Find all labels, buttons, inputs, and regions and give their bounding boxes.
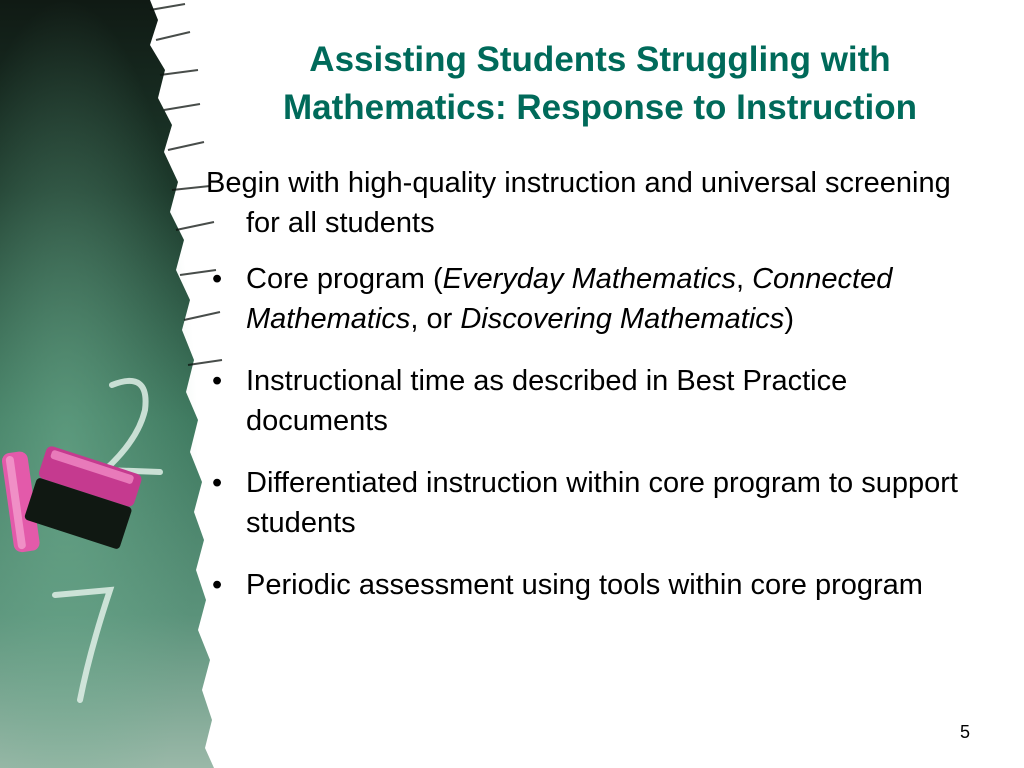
page-number: 5 bbox=[959, 722, 970, 742]
bullet-symbol: • bbox=[212, 569, 223, 601]
slide-body bbox=[206, 163, 986, 627]
bullet-item-differentiated-instruction bbox=[206, 463, 986, 543]
slide-title bbox=[200, 36, 1000, 132]
program-name-discovering-math: Discovering Mathematics bbox=[460, 303, 785, 335]
bullet-text-part: , or bbox=[410, 303, 461, 335]
bullet-symbol: • bbox=[212, 365, 223, 397]
bullet-text-part: Core program ( bbox=[246, 263, 443, 295]
bullet-item-instructional-time bbox=[206, 361, 986, 441]
program-name-connected-math: Connected Mathematics bbox=[246, 263, 893, 335]
bullet-text-part: ) bbox=[784, 303, 794, 335]
bullet-text: Instructional time as described in Best Practice documents bbox=[246, 365, 848, 437]
bullet-item-core-program bbox=[206, 259, 986, 339]
bullet-symbol: • bbox=[212, 467, 223, 499]
bullet-text: Periodic assessment using tools within core program bbox=[246, 569, 923, 601]
slide-title-line-1: Assisting Students Struggling with bbox=[309, 40, 891, 79]
bullet-text-part: , bbox=[735, 263, 753, 295]
bullet-item-periodic-assessment bbox=[206, 565, 986, 605]
bullet-text: Differentiated instruction within core program to support students bbox=[246, 467, 958, 539]
slide-title-line-2: Mathematics: Response to Instruction bbox=[283, 88, 917, 127]
bullet-symbol: • bbox=[212, 263, 223, 295]
intro-paragraph: Begin with high-quality instruction and universal screening for all students bbox=[206, 167, 951, 239]
bullet-list bbox=[206, 259, 986, 605]
program-name-everyday-math: Everyday Mathematics bbox=[442, 263, 736, 295]
